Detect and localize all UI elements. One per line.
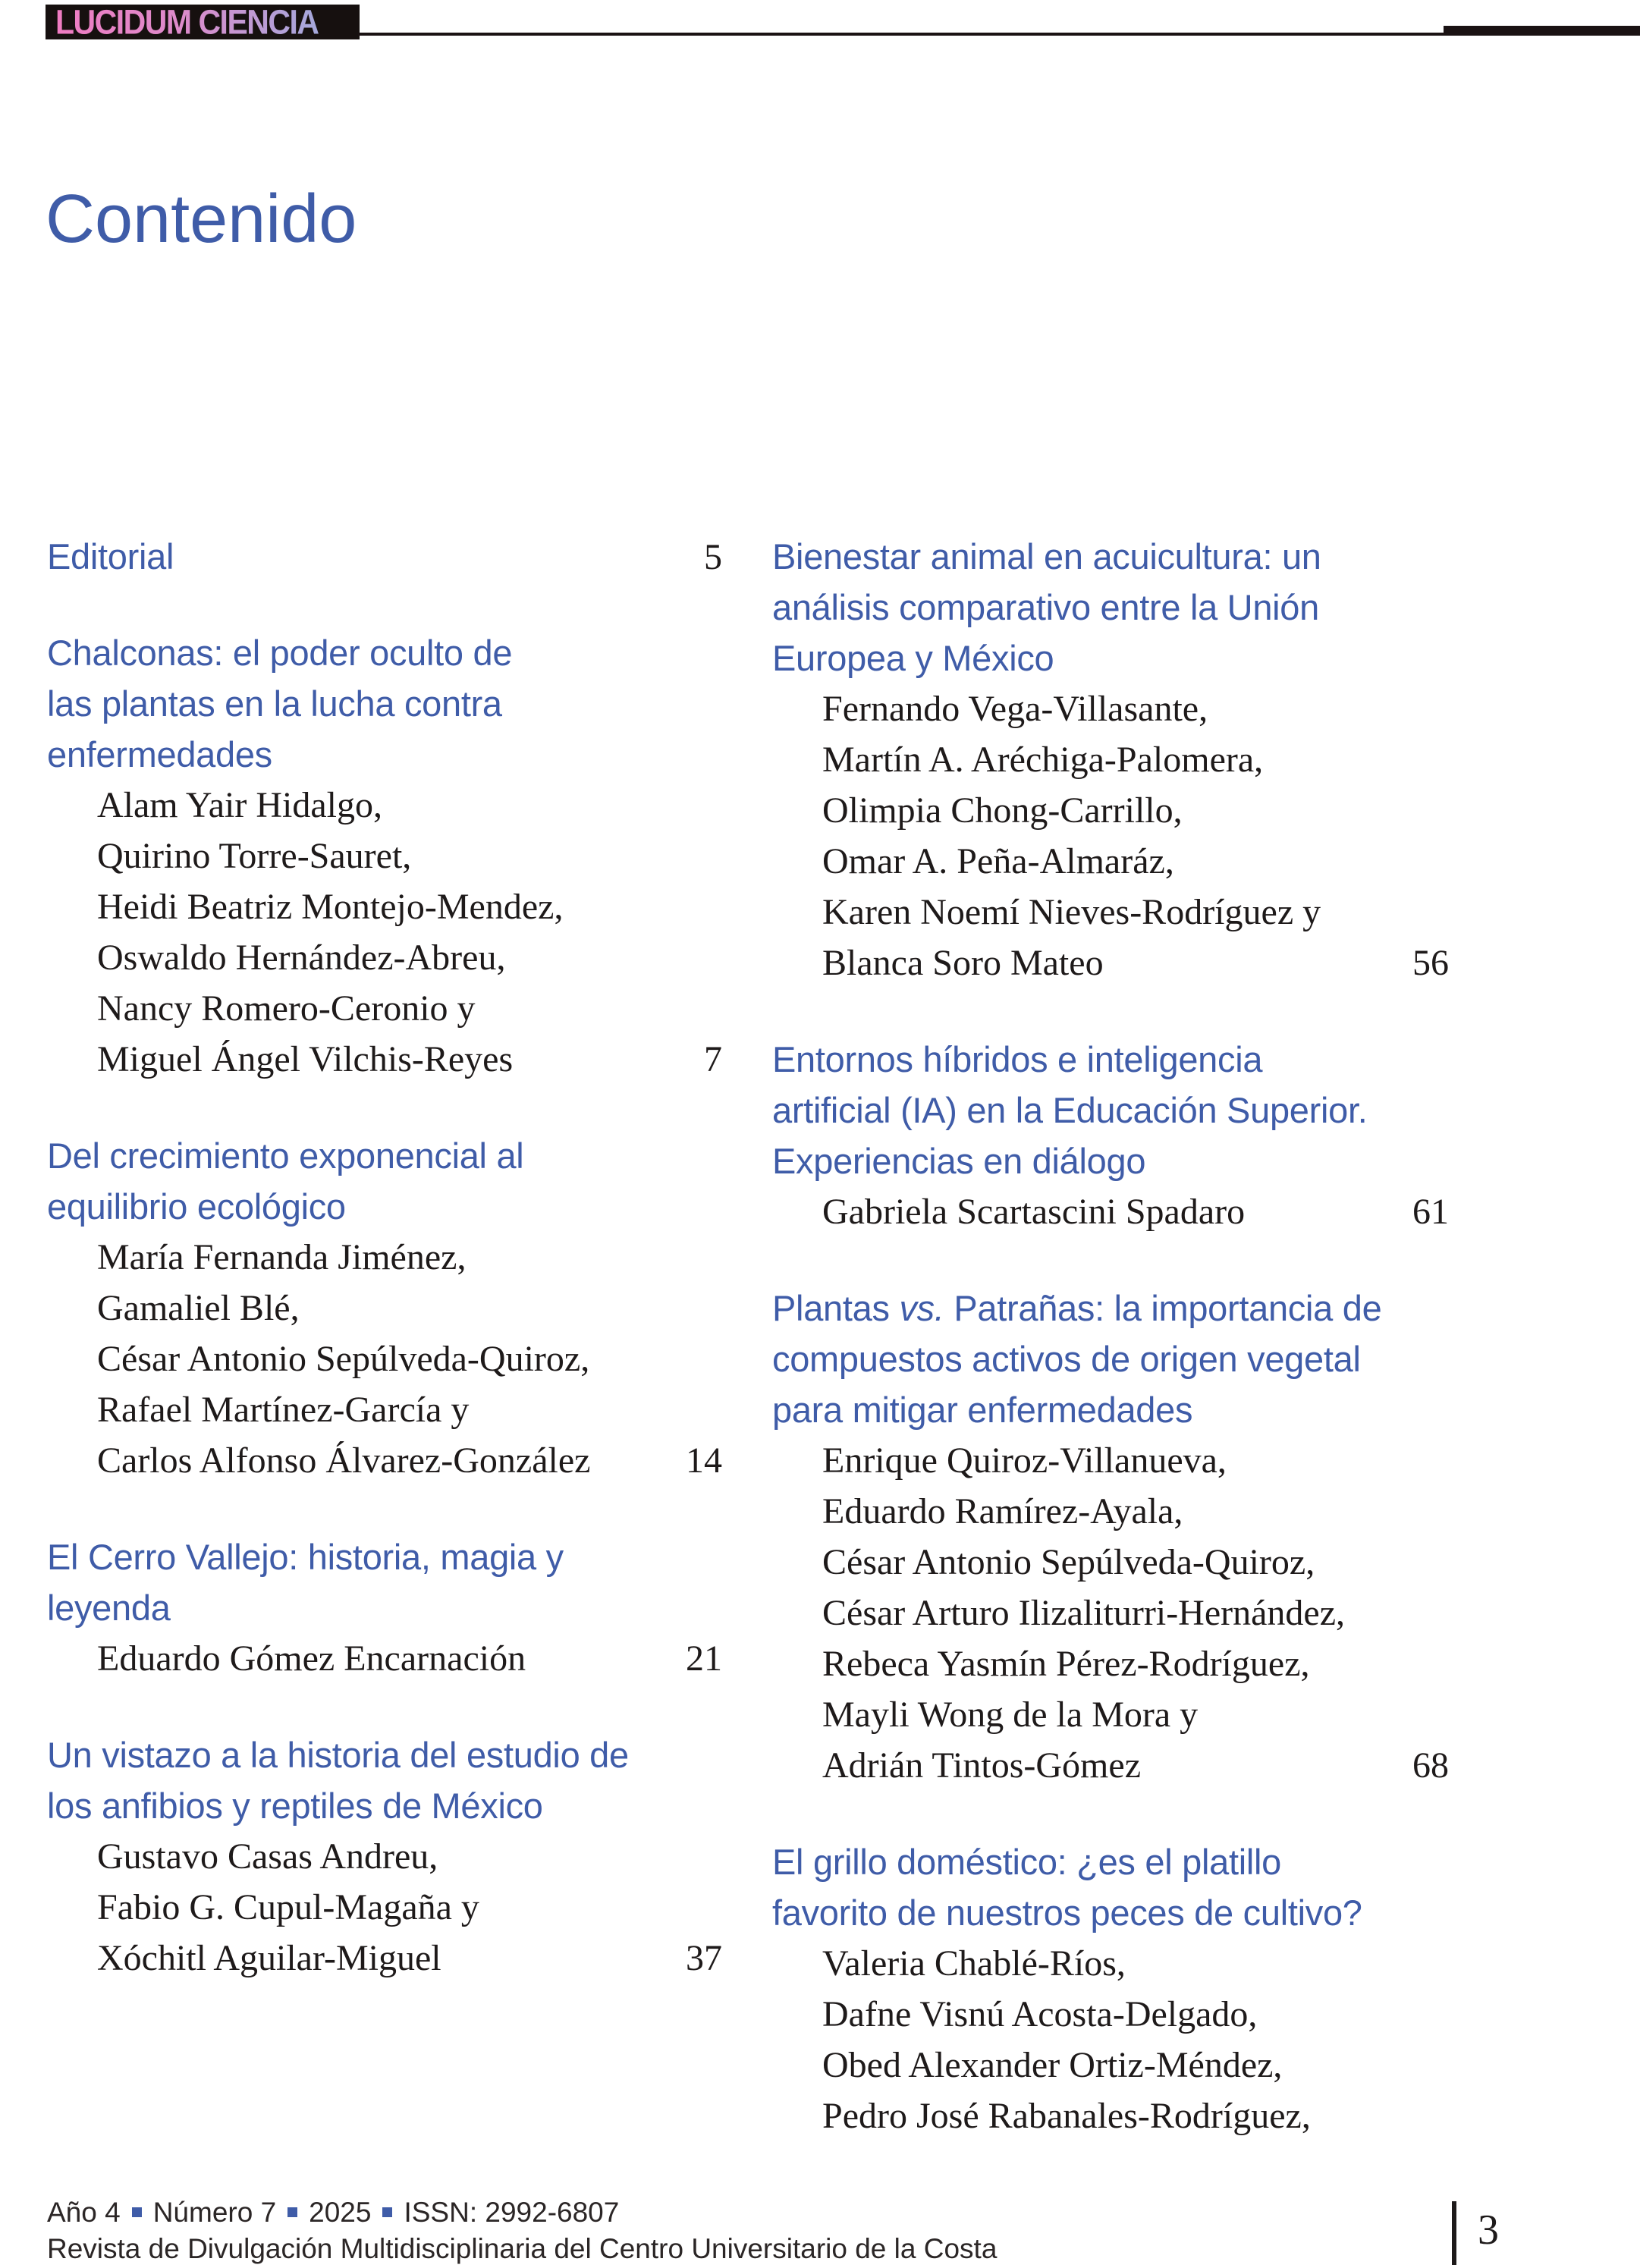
toc-page-number: 14 xyxy=(686,1440,722,1481)
toc-title-line: Un vistazo a la historia del estudio de xyxy=(47,1735,629,1775)
toc-line xyxy=(47,1435,722,1486)
toc-line xyxy=(772,1034,1449,1085)
toc-line xyxy=(47,780,722,831)
toc-line xyxy=(772,938,1449,988)
toc-title-segment: Plantas xyxy=(772,1288,900,1328)
bullet-separator-icon xyxy=(287,2207,297,2217)
toc-title-line: Chalconas: el poder oculto de xyxy=(47,633,513,673)
toc-author: Alam Yair Hidalgo, xyxy=(97,785,382,825)
toc-line xyxy=(772,1486,1449,1537)
toc-line xyxy=(47,1780,722,1831)
toc-title-line: El Cerro Vallejo: historia, magia y xyxy=(47,1537,564,1577)
toc-line xyxy=(47,1181,722,1232)
toc-author: César Antonio Sepúlveda-Quiroz, xyxy=(822,1542,1315,1582)
toc-line xyxy=(47,1232,722,1283)
toc-entry-plantas xyxy=(772,1283,1449,1791)
toc-line xyxy=(772,887,1449,938)
toc-author: Olimpia Chong-Carrillo, xyxy=(822,790,1183,831)
toc-author: Obed Alexander Ortiz-Méndez, xyxy=(822,2045,1283,2085)
toc-author: Eduardo Gómez Encarnación xyxy=(97,1638,526,1679)
toc-title-line: artificial (IA) en la Educación Superior. xyxy=(772,1090,1368,1130)
toc-author: Gustavo Casas Andreu, xyxy=(97,1836,438,1877)
toc-author: Omar A. Peña-Almaráz, xyxy=(822,841,1174,881)
toc-author: Carlos Alfonso Álvarez-González xyxy=(97,1440,591,1481)
folio-divider-bar xyxy=(1452,2201,1456,2265)
toc-author: Pedro José Rabanales-Rodríguez, xyxy=(822,2096,1311,2136)
toc-author: María Fernanda Jiménez, xyxy=(97,1237,467,1277)
toc-author: Rafael Martínez-García y xyxy=(97,1390,470,1430)
toc-line xyxy=(772,1085,1449,1136)
toc-title-line: equilibrio ecológico xyxy=(47,1186,346,1227)
toc-line xyxy=(772,1638,1449,1689)
toc-page-number: 21 xyxy=(686,1638,722,1679)
folio-page-number: 3 xyxy=(1478,2207,1499,2254)
toc-line xyxy=(47,983,722,1034)
toc-line xyxy=(772,1333,1449,1384)
toc-entry-crecimiento xyxy=(47,1130,722,1486)
toc-line xyxy=(47,932,722,983)
toc-author: Enrique Quiroz-Villanueva, xyxy=(822,1440,1227,1481)
toc-line xyxy=(47,881,722,932)
toc-author: Nancy Romero-Ceronio y xyxy=(97,988,476,1029)
toc-line xyxy=(47,1729,722,1780)
toc-line xyxy=(772,1689,1449,1740)
footer-journal-name: Revista de Divulgación Multidisciplinaria del Centro Universitario de la Costa xyxy=(47,2233,998,2264)
toc-page-number: 37 xyxy=(686,1938,722,1978)
toc-author: Heidi Beatriz Montejo-Mendez, xyxy=(97,887,564,927)
toc-line xyxy=(772,1136,1449,1186)
toc-line xyxy=(772,1740,1449,1791)
toc-line xyxy=(772,531,1449,582)
toc-line xyxy=(772,1384,1449,1435)
toc-column-right xyxy=(772,531,1449,2187)
toc-line xyxy=(772,582,1449,633)
toc-line xyxy=(772,2040,1449,2091)
toc-line xyxy=(47,729,722,780)
footer-issn: ISSN: 2992-6807 xyxy=(404,2197,620,2228)
toc-line xyxy=(772,1887,1449,1938)
toc-title-line: compuestos activos de origen vegetal xyxy=(772,1339,1361,1379)
journal-logo xyxy=(46,2,360,41)
logo-word-lucidum: LUCIDUM xyxy=(55,2,191,41)
toc-line xyxy=(772,836,1449,887)
toc-entry-chalconas xyxy=(47,627,722,1085)
toc-author: Eduardo Ramírez-Ayala, xyxy=(822,1491,1183,1531)
toc-entry-editorial xyxy=(47,531,722,582)
toc-author: Martín A. Aréchiga-Palomera, xyxy=(822,740,1264,780)
toc-author: Rebeca Yasmín Pérez-Rodríguez, xyxy=(822,1644,1310,1684)
toc-line xyxy=(47,1582,722,1633)
toc-line xyxy=(772,1938,1449,1989)
toc-page-number: 5 xyxy=(704,537,722,577)
toc-author: Karen Noemí Nieves-Rodríguez y xyxy=(822,892,1321,932)
toc-line xyxy=(772,1283,1449,1333)
toc-line xyxy=(47,627,722,678)
toc-page-number: 56 xyxy=(1412,943,1449,983)
toc-title-line: leyenda xyxy=(47,1588,171,1628)
toc-page-number: 7 xyxy=(704,1039,722,1079)
toc-title-line: análisis comparativo entre la Unión xyxy=(772,587,1319,627)
toc-line xyxy=(47,831,722,881)
toc-author: Mayli Wong de la Mora y xyxy=(822,1695,1199,1735)
bullet-separator-icon xyxy=(132,2207,142,2217)
toc-title-line: para mitigar enfermedades xyxy=(772,1390,1193,1430)
toc-title-line: El grillo doméstico: ¿es el platillo xyxy=(772,1842,1281,1882)
toc-author: Blanca Soro Mateo xyxy=(822,943,1104,983)
toc-author: Gamaliel Blé, xyxy=(97,1288,300,1328)
toc-title-line: Del crecimiento exponencial al xyxy=(47,1136,524,1176)
toc-line xyxy=(47,1384,722,1435)
toc-author: Dafne Visnú Acosta-Delgado, xyxy=(822,1994,1258,2034)
toc-line xyxy=(47,1130,722,1181)
toc-title-line xyxy=(772,1283,1381,1333)
toc-author: Oswaldo Hernández-Abreu, xyxy=(97,938,506,978)
toc-line xyxy=(47,1034,722,1085)
toc-line xyxy=(47,1831,722,1882)
footer-number: Número 7 xyxy=(152,2197,277,2228)
toc-title-italic-vs: vs. xyxy=(899,1288,944,1328)
toc-line xyxy=(47,678,722,729)
toc-line xyxy=(772,1836,1449,1887)
toc-line xyxy=(772,2091,1449,2141)
toc-title-line: Europea y México xyxy=(772,638,1054,678)
toc-line xyxy=(772,683,1449,734)
toc-author: Miguel Ángel Vilchis-Reyes xyxy=(97,1039,514,1079)
toc-title-line: Entornos híbridos e inteligencia xyxy=(772,1039,1263,1079)
toc-title-line: las plantas en la lucha contra xyxy=(47,683,502,724)
toc-line xyxy=(772,785,1449,836)
toc-line xyxy=(47,1633,722,1684)
toc-title-segment: Patrañas: la importancia de xyxy=(944,1288,1382,1328)
toc-line xyxy=(772,1989,1449,2040)
footer-edition-year: 2025 xyxy=(309,2197,372,2228)
toc-author: Valeria Chablé-Ríos, xyxy=(822,1943,1126,1984)
toc-line xyxy=(47,1283,722,1333)
toc-page-number: 61 xyxy=(1412,1192,1449,1232)
toc-author: Fabio G. Cupul-Magaña y xyxy=(97,1887,479,1927)
toc-author: Adrián Tintos-Gómez xyxy=(822,1745,1141,1786)
toc-entry-grillo xyxy=(772,1836,1449,2141)
toc-title-line: Experiencias en diálogo xyxy=(772,1141,1146,1181)
toc-line xyxy=(47,1882,722,1933)
bullet-separator-icon xyxy=(382,2207,392,2217)
toc-title-line: Editorial xyxy=(47,536,174,576)
toc-line xyxy=(772,1435,1449,1486)
toc-line xyxy=(772,734,1449,785)
toc-line xyxy=(772,1588,1449,1638)
toc-title-line: Bienestar animal en acuicultura: un xyxy=(772,536,1321,576)
footer-issue-info xyxy=(47,2195,619,2230)
toc-entry-cerro-vallejo xyxy=(47,1531,722,1684)
toc-title-line: enfermedades xyxy=(47,734,272,774)
logo-word-ciencia: CIENCIA xyxy=(198,2,319,41)
toc-line xyxy=(772,1186,1449,1237)
toc-title-line: los anfibios y reptiles de México xyxy=(47,1786,543,1826)
toc-author: César Arturo Ilizaliturri-Hernández, xyxy=(822,1593,1346,1633)
toc-line xyxy=(772,1537,1449,1588)
toc-author: Fernando Vega-Villasante, xyxy=(822,689,1208,729)
toc-line xyxy=(47,1531,722,1582)
toc-entry-bienestar xyxy=(772,531,1449,988)
toc-column-left xyxy=(47,531,722,2029)
toc-line xyxy=(47,1333,722,1384)
page-title: Contenido xyxy=(46,181,357,257)
toc-author: César Antonio Sepúlveda-Quiroz, xyxy=(97,1339,590,1379)
footer-year: Año 4 xyxy=(47,2197,121,2228)
header-rule-thick xyxy=(1444,26,1640,36)
toc-entry-entornos xyxy=(772,1034,1449,1237)
toc-line xyxy=(772,633,1449,683)
toc-author: Gabriela Scartascini Spadaro xyxy=(822,1192,1246,1232)
journal-logo-text xyxy=(55,2,319,42)
toc-author: Xóchitl Aguilar-Miguel xyxy=(97,1938,441,1978)
toc-title-line: favorito de nuestros peces de cultivo? xyxy=(772,1893,1362,1933)
toc-line xyxy=(47,1933,722,1984)
toc-entry-vistazo xyxy=(47,1729,722,1984)
toc-line xyxy=(47,531,722,582)
toc-author: Quirino Torre-Sauret, xyxy=(97,836,412,876)
toc-page-number: 68 xyxy=(1412,1745,1449,1786)
